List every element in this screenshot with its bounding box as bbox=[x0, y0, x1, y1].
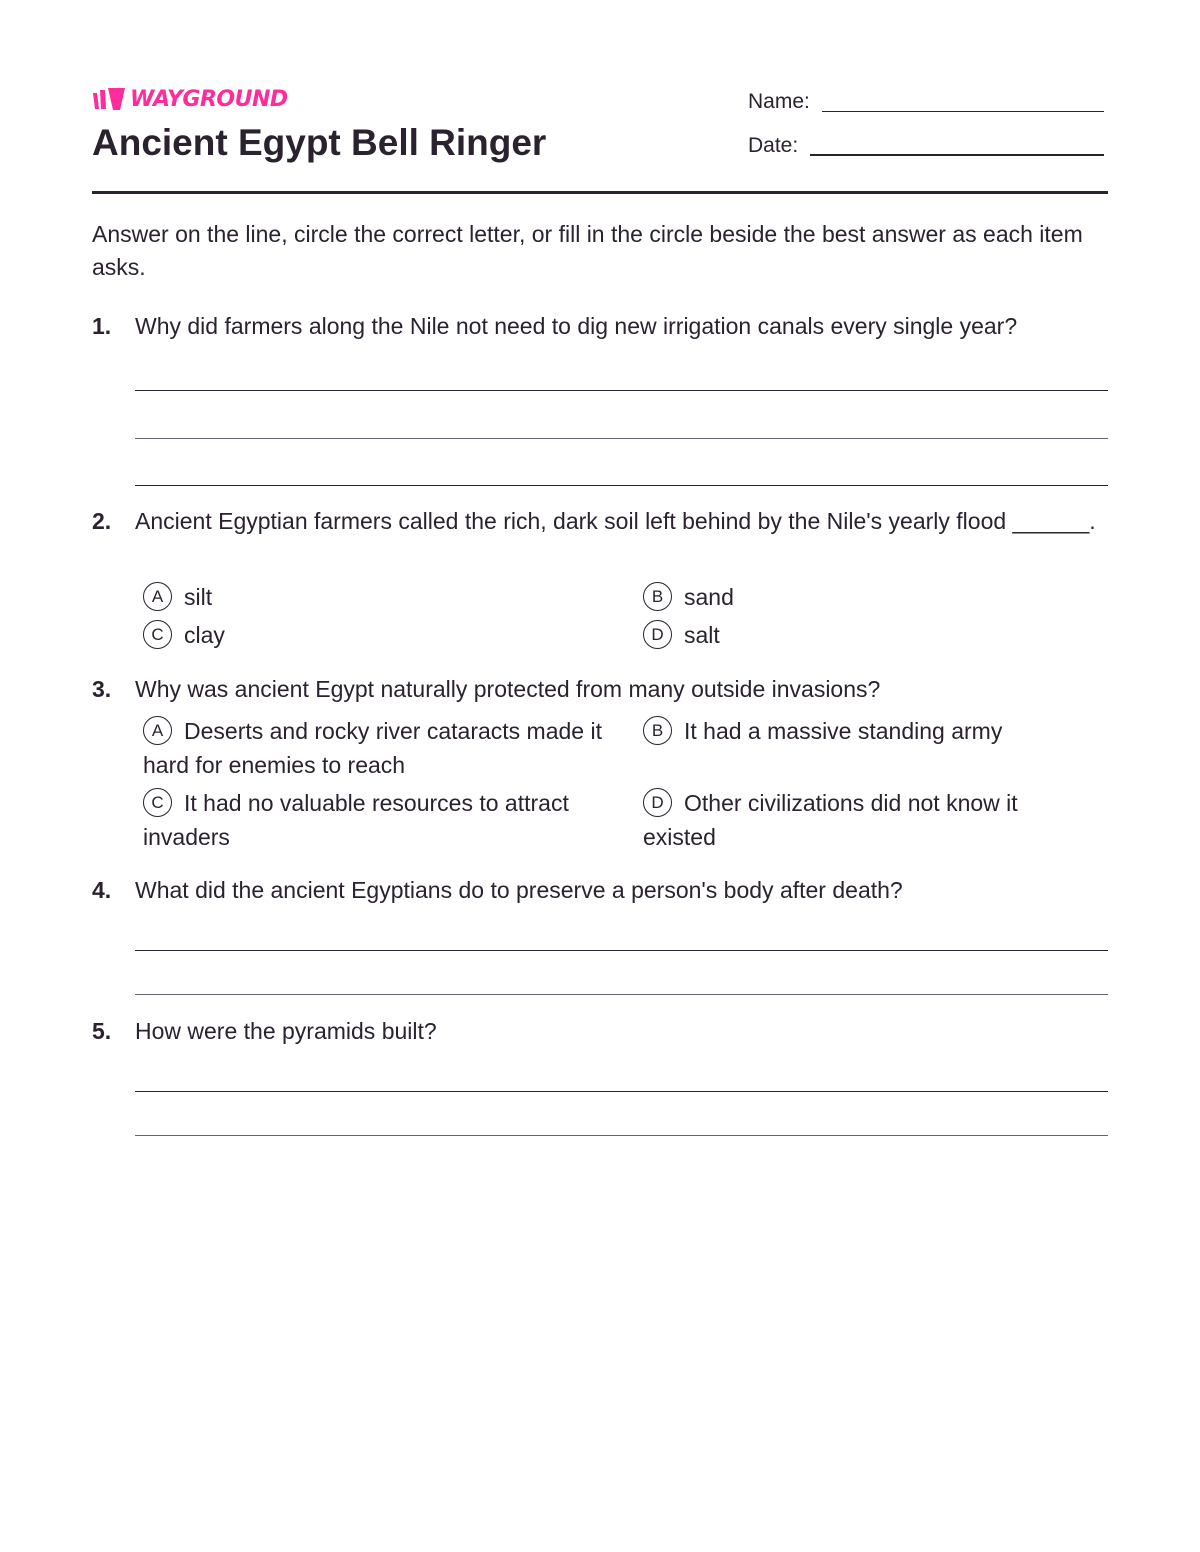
option-letter-circle[interactable]: B bbox=[643, 716, 672, 745]
option-c[interactable] bbox=[143, 786, 618, 854]
option-c[interactable] bbox=[143, 618, 623, 652]
date-input-line[interactable] bbox=[810, 154, 1104, 156]
instructions: Answer on the line, circle the correct letter, or fill in the circle beside the best answer as each item asks. bbox=[92, 221, 1083, 280]
option-text: It had a massive standing army bbox=[684, 718, 1003, 744]
question-number: 4. bbox=[92, 877, 112, 903]
worksheet-page bbox=[92, 0, 1108, 1552]
option-text: silt bbox=[184, 584, 213, 610]
option-b[interactable] bbox=[643, 580, 1103, 614]
option-d[interactable] bbox=[643, 786, 1083, 854]
question-text: What did the ancient Egyptians do to preserve a person's body after death? bbox=[135, 877, 903, 903]
answer-line[interactable] bbox=[135, 950, 1108, 951]
option-b[interactable] bbox=[643, 714, 1093, 748]
answer-line[interactable] bbox=[135, 438, 1108, 439]
option-text: Deserts and rocky river cataracts made it hard for enemies to reach bbox=[143, 718, 602, 778]
option-letter-circle[interactable]: C bbox=[143, 620, 172, 649]
question-text: Why was ancient Egypt naturally protected from many outside invasions? bbox=[135, 676, 881, 702]
option-text: sand bbox=[684, 584, 734, 610]
option-text: salt bbox=[684, 622, 720, 648]
question-number: 1. bbox=[92, 313, 112, 339]
question-number: 3. bbox=[92, 676, 112, 702]
answer-line[interactable] bbox=[135, 994, 1108, 995]
answer-line[interactable] bbox=[135, 390, 1108, 391]
answer-line[interactable] bbox=[135, 1135, 1108, 1136]
brand-name: WAYGROUND bbox=[130, 86, 288, 112]
name-field[interactable] bbox=[748, 90, 1104, 114]
name-input-line[interactable] bbox=[822, 111, 1104, 112]
option-letter-circle[interactable]: A bbox=[143, 582, 172, 611]
option-a[interactable] bbox=[143, 580, 623, 614]
header-divider bbox=[92, 191, 1108, 194]
option-letter-circle[interactable]: C bbox=[143, 788, 172, 817]
question-text: Why did farmers along the Nile not need to dig new irrigation canals every single year? bbox=[135, 313, 1018, 339]
question-number: 5. bbox=[92, 1018, 112, 1044]
answer-line[interactable] bbox=[135, 1091, 1108, 1092]
question-number: 2. bbox=[92, 508, 112, 534]
name-label: Name: bbox=[748, 90, 810, 113]
option-letter-circle[interactable]: B bbox=[643, 582, 672, 611]
option-letter-circle[interactable]: D bbox=[643, 788, 672, 817]
option-d[interactable] bbox=[643, 618, 1103, 652]
option-letter-circle[interactable]: D bbox=[643, 620, 672, 649]
page-title: Ancient Egypt Bell Ringer bbox=[92, 122, 547, 163]
option-text: clay bbox=[184, 622, 225, 648]
date-field[interactable] bbox=[748, 134, 1104, 158]
answer-line[interactable] bbox=[135, 485, 1108, 486]
wayground-logo-icon bbox=[92, 87, 126, 111]
date-label: Date: bbox=[748, 134, 799, 157]
question-text: Ancient Egyptian farmers called the rich, dark soil left behind by the Nile's yearly flood ______. bbox=[135, 508, 1096, 534]
option-text: It had no valuable resources to attract invaders bbox=[143, 790, 569, 850]
option-letter-circle[interactable]: A bbox=[143, 716, 172, 745]
question-text: How were the pyramids built? bbox=[135, 1018, 437, 1044]
option-a[interactable] bbox=[143, 714, 618, 782]
option-text: Other civilizations did not know it existed bbox=[643, 790, 1018, 850]
brand-logo bbox=[92, 86, 288, 112]
